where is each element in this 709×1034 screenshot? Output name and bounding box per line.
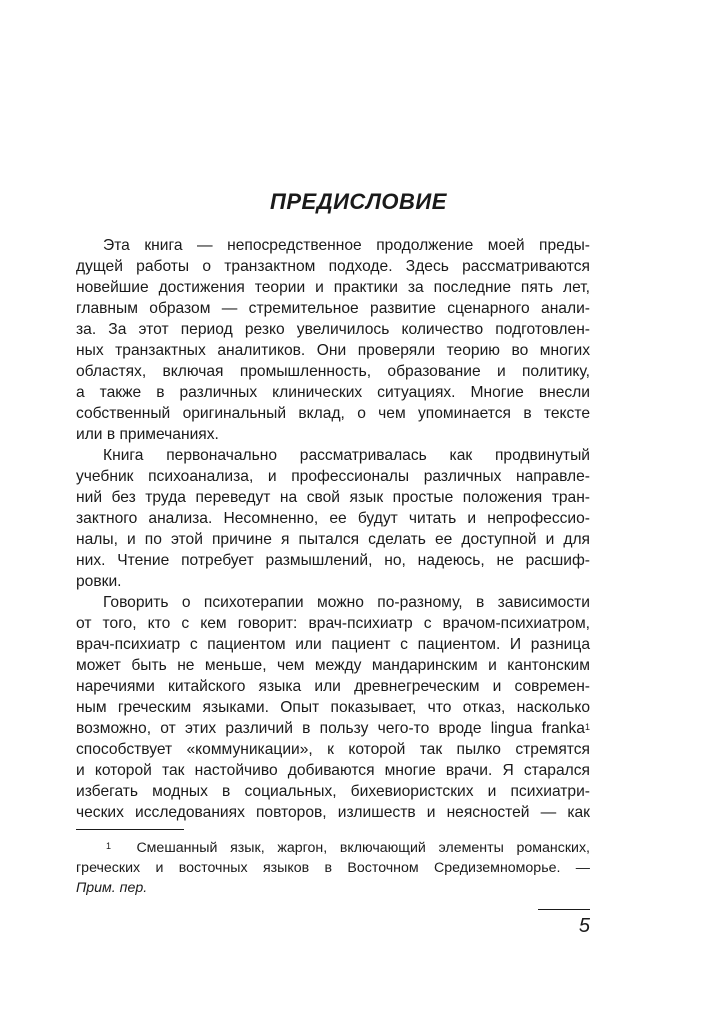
body-text-line: дущей работы о транзактном подходе. Здесь рассматриваются <box>76 258 590 275</box>
body-text-line: ных транзактных аналитиков. Они проверяли теорию во многих <box>76 342 590 359</box>
body-text-line: за. За этот период резко увеличилось количество подготовлен- <box>76 321 590 338</box>
body-text-line: областях, включая промышленность, образование и политику, <box>76 363 590 380</box>
body-text-line: врач-психиатр с пациентом или пациент с пациентом. И разница <box>76 636 590 653</box>
body-text-line: а также в различных клинических ситуациях. Многие внесли <box>76 384 590 401</box>
body-text-line: избегать модных в социальных, бихевиористских и психиатри- <box>76 783 590 800</box>
body-text-line: ческих исследованиях повторов, излишеств и неясностей — как <box>76 804 590 821</box>
body-text-line: от того, кто с кем говорит: врач-психиатр с врачом-психиатром, <box>76 615 590 632</box>
footnote-text: Смешанный язык, жаргон, включающий элементы романских, <box>136 840 591 856</box>
footnote-marker: 1 <box>106 841 112 851</box>
body-text-line: новейшие достижения теории и практики за последние пять лет, <box>76 279 590 296</box>
body-text-line: зактного анализа. Несомненно, ее будут читать и непрофессио- <box>76 510 590 527</box>
body-text-line: Книга первоначально рассматривалась как продвинутый <box>103 447 590 464</box>
body-text-line: наречиями китайского языка или древнегреческим и современ- <box>76 678 590 695</box>
footnote-line: греческих и восточных языков в Восточном Средиземноморье. — <box>76 860 590 876</box>
footnote-reference: 1 <box>584 722 590 732</box>
body-text-line: собственный оригинальный вклад, о чем упоминается в тексте <box>76 405 590 422</box>
body-text-line: ным греческим языками. Опыт показывает, что отказ, насколько <box>76 699 590 716</box>
body-text-line: ний без труда переведут на свой язык простые положения тран- <box>76 489 590 506</box>
body-text-line: учебник психоанализа, и профессионалы различных направле- <box>76 468 590 485</box>
body-text-line: или в примечаниях. <box>76 426 219 443</box>
footnote-line <box>106 839 590 858</box>
page-number-rule <box>538 909 590 910</box>
body-text-line: них. Чтение потребует размышлений, но, надеюсь, не расшиф- <box>76 552 590 569</box>
body-text-line: налы, и по этой причине я пытался сделать ее доступной и для <box>76 531 590 548</box>
page-number: 5 <box>578 915 590 937</box>
body-text-line: главным образом — стремительное развитие сценарного анали- <box>76 300 590 317</box>
body-text-line <box>76 719 590 739</box>
body-text-line: Говорить о психотерапии можно по-разному, в зависимости <box>103 594 590 611</box>
body-text-line: способствует «коммуникации», к которой так пылко стремятся <box>76 741 590 758</box>
body-text-line: может быть не меньше, чем между мандаринским и кантонским <box>76 657 590 674</box>
body-text-segment: возможно, от этих различий в пользу чего-то вроде lingua franka <box>76 720 585 737</box>
body-text-line: и которой так настойчиво добиваются многие врачи. Я старался <box>76 762 590 779</box>
page-title: ПРЕДИСЛОВИЕ <box>270 189 447 214</box>
footnote-separator <box>76 829 184 830</box>
body-text-line: Эта книга — непосредственное продолжение моей преды- <box>103 237 590 254</box>
footnote-line: Прим. пер. <box>76 880 148 896</box>
body-text-line: ровки. <box>76 573 122 590</box>
